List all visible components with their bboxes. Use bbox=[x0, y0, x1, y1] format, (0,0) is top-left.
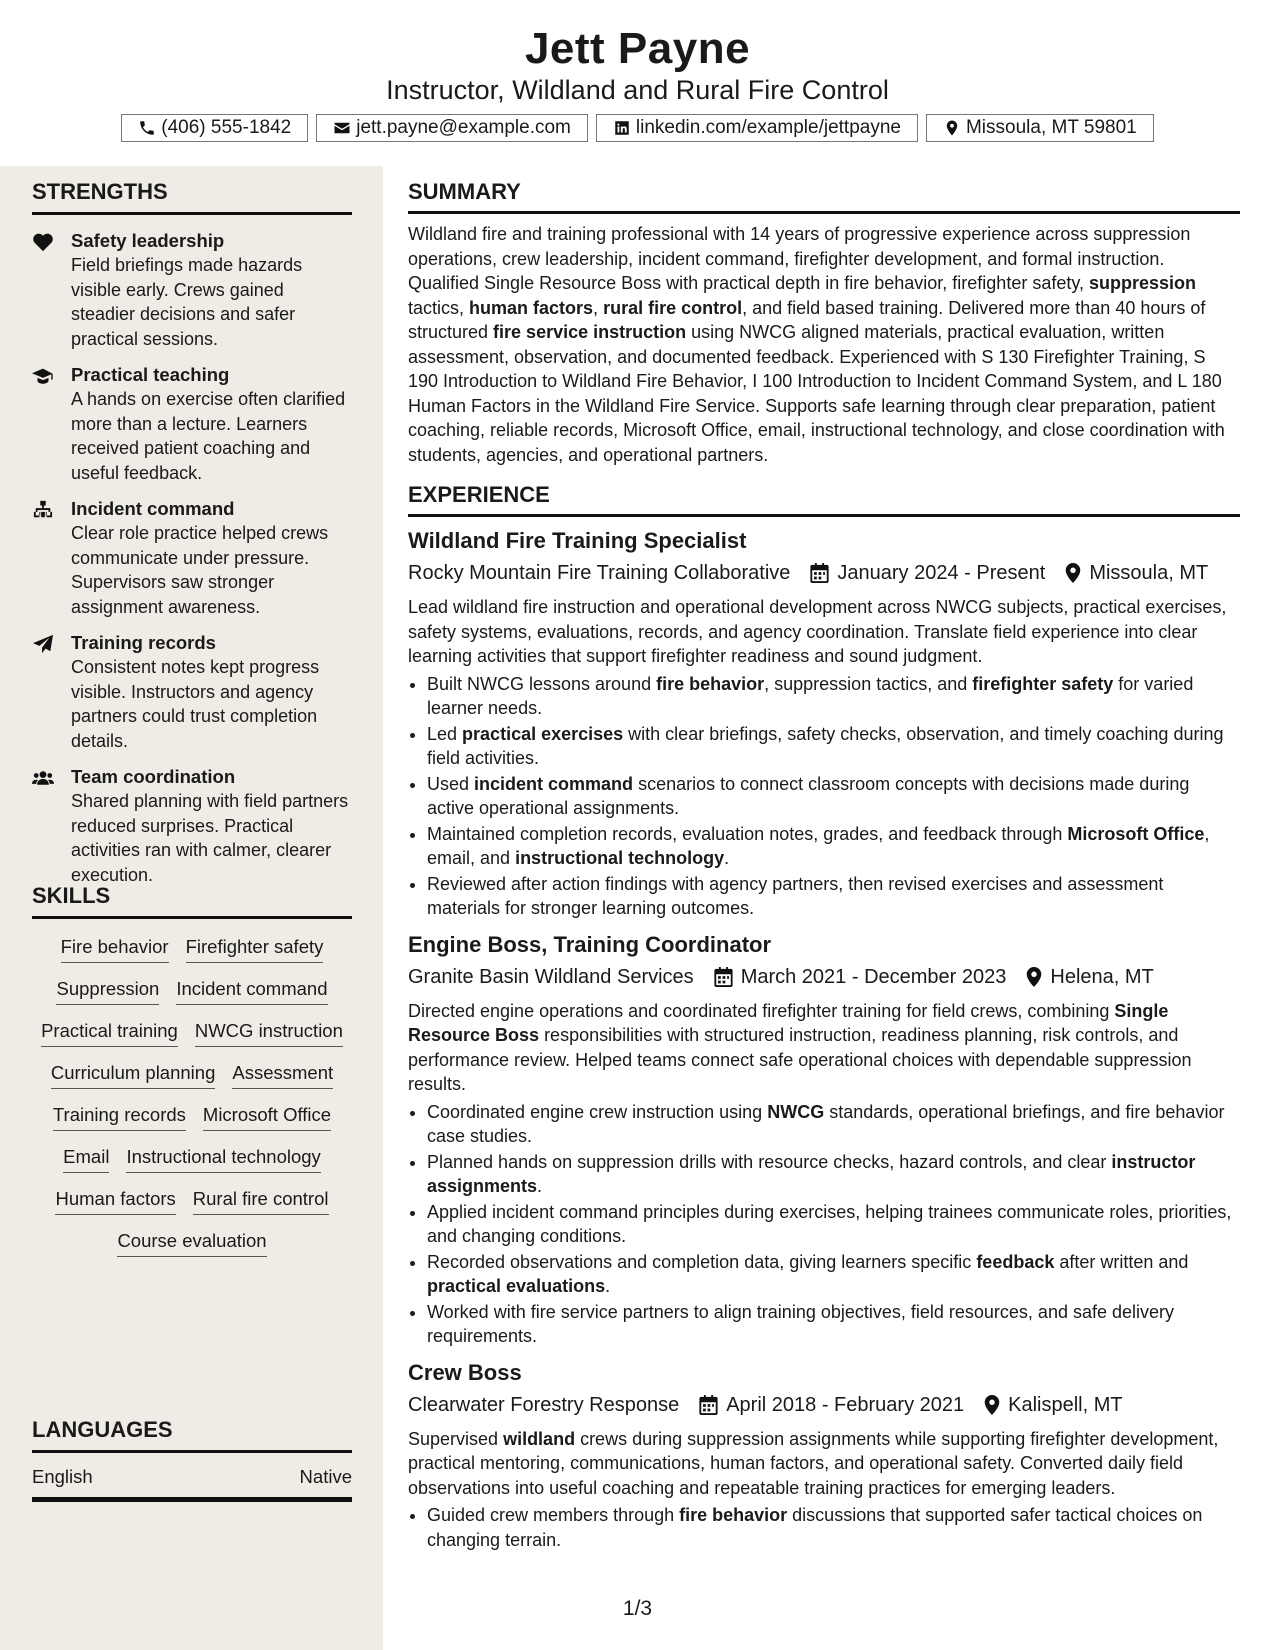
job-description: Supervised wildland crews during suppression assignments while supporting firefighter development, practical mentoring, communications, human factors, and operational safety. Converted daily field observations into useful coaching and repeatable training practices for emerging leaders. bbox=[408, 1428, 1219, 1498]
languages-section bbox=[32, 1416, 352, 1502]
job-bullets bbox=[408, 672, 1240, 921]
bold-keyword: instructor assignments bbox=[427, 1151, 1196, 1196]
map-pin-icon bbox=[984, 1395, 1000, 1415]
languages-heading: LANGUAGES bbox=[32, 1416, 352, 1453]
skill-tag: Fire behavior bbox=[61, 935, 169, 963]
job-bullet: • Recorded observations and completion data, giving learners specific feedback after written and practical evaluations. bbox=[427, 1250, 1240, 1299]
skill-tag: Email bbox=[63, 1145, 109, 1173]
page-number: 1/3 bbox=[622, 1597, 653, 1620]
strength-desc: Clear role practice helped crews communicate under pressure. Supervisors saw stronger assignment awareness. bbox=[71, 523, 329, 617]
job-location: Helena, MT bbox=[1050, 965, 1154, 988]
candidate-name: Jett Payne bbox=[524, 24, 751, 73]
skill-tag: Incident command bbox=[176, 977, 327, 1005]
job-meta bbox=[408, 963, 1240, 991]
strength-item bbox=[32, 765, 352, 887]
bold-keyword: human factors bbox=[469, 297, 594, 318]
strengths-section bbox=[32, 178, 352, 887]
paper-plane-icon bbox=[32, 634, 56, 654]
bold-keyword: Microsoft Office bbox=[1067, 823, 1205, 844]
job-description: Lead wildland fire instruction and operational development across NWCG subjects, practical exercises, safety systems, evaluations, records, and agency coordination. Translate field experience into clear learning activities that support firefighter readiness and sound judgment. bbox=[408, 597, 1227, 666]
resume-header bbox=[0, 0, 1275, 166]
envelope-icon bbox=[333, 119, 351, 137]
job-bullet: • Reviewed after action findings with agency partners, then revised exercises and assessment materials for stronger learning outcomes. bbox=[427, 872, 1240, 921]
strength-title: Safety leadership bbox=[71, 230, 225, 251]
job-bullet: • Worked with fire service partners to align training objectives, field resources, and safe delivery requirements. bbox=[427, 1300, 1240, 1349]
job-bullet: • Applied incident command principles during exercises, helping trainees communicate roles, priorities, and changing conditions. bbox=[427, 1200, 1240, 1249]
bold-keyword: rural fire control bbox=[603, 297, 743, 318]
job-title: Wildland Fire Training Specialist bbox=[408, 528, 747, 553]
contact-phone[interactable] bbox=[121, 114, 308, 142]
job-location: Kalispell, MT bbox=[1008, 1393, 1123, 1416]
heart-icon bbox=[32, 232, 56, 252]
job-company: Clearwater Forestry Response bbox=[408, 1393, 680, 1416]
bold-keyword: wildland bbox=[503, 1428, 576, 1449]
job-title: Engine Boss, Training Coordinator bbox=[408, 931, 772, 957]
linkedin-icon bbox=[613, 119, 631, 137]
bold-keyword: fire behavior bbox=[656, 673, 765, 694]
job-bullet: • Coordinated engine crew instruction using NWCG standards, operational briefings, and fire behavior case studies. bbox=[427, 1100, 1240, 1149]
bold-keyword: practical evaluations bbox=[427, 1276, 606, 1296]
contact-location-text: Missoula, MT 59801 bbox=[965, 117, 1137, 138]
job-bullet: • Guided crew members through fire behavior discussions that supported safer tactical choices on changing terrain. bbox=[427, 1503, 1240, 1552]
experience-heading: EXPERIENCE bbox=[408, 481, 1240, 517]
bold-keyword: Single Resource Boss bbox=[408, 1000, 1169, 1045]
job-entry bbox=[408, 1359, 1240, 1553]
skill-tag: Practical training bbox=[41, 1019, 178, 1047]
skill-tag: Assessment bbox=[232, 1061, 333, 1089]
job-dates: January 2024 - Present bbox=[837, 562, 1046, 584]
contact-email[interactable] bbox=[316, 114, 588, 142]
strength-desc: Consistent notes kept progress visible. Instructors and agency partners could trust completion details. bbox=[71, 657, 320, 751]
job-bullet: • Used incident command scenarios to connect classroom concepts with decisions made during active operational assignments. bbox=[427, 772, 1240, 821]
job-company: Rocky Mountain Fire Training Collaborative bbox=[408, 562, 791, 584]
bold-keyword: fire service instruction bbox=[493, 322, 687, 342]
strength-title: Team coordination bbox=[71, 766, 236, 787]
strength-title: Practical teaching bbox=[71, 364, 230, 385]
skills-heading: SKILLS bbox=[32, 882, 352, 919]
strength-item bbox=[32, 363, 352, 485]
strength-desc: A hands on exercise often clarified more than a lecture. Learners received patient coaching and useful feedback. bbox=[71, 389, 346, 483]
job-description: Directed engine operations and coordinated firefighter training for field crews, combining Single Resource Boss responsibilities with structured instruction, readiness planning, risk controls, and performance review. Helped teams connect safe operational choices with dependable suppression results. bbox=[408, 1000, 1192, 1094]
candidate-title: Instructor, Wildland and Rural Fire Control bbox=[386, 75, 889, 105]
bold-keyword: practical exercises bbox=[462, 723, 624, 744]
job-company: Granite Basin Wildland Services bbox=[408, 965, 694, 988]
job-bullet: • Maintained completion records, evaluation notes, grades, and feedback through Microsoft Office, email, and instructional technology. bbox=[427, 822, 1240, 871]
skill-tag: Suppression bbox=[56, 977, 159, 1005]
job-bullets bbox=[408, 1100, 1240, 1349]
skill-tag: Training records bbox=[53, 1103, 186, 1131]
summary-text: Wildland fire and training professional with 14 years of progressive experience across suppression operations, crew leadership, incident command, firefighter development, and formal instruction. Qualified Single Resource Boss with practical depth in fire behavior, firefighter safety, suppression tactics, human factors, rural fire control, and field based training. Delivered more than 40 hours of structured fire service instruction using NWCG aligned materials, practical evaluation, written assessment, observation, and documented feedback. Experienced with S 130 Firefighter Training, S 190 Introduction to Wildland Fire Behavior, I 100 Introduction to Incident Command System, and L 180 Human Factors in the Wildland Fire Service. Supports safe learning through clear preparation, patient coaching, reliable records, Microsoft Office, email, instructional technology, and close coordination with students, agencies, and operational partners. bbox=[408, 224, 1225, 465]
map-pin-icon bbox=[943, 119, 961, 137]
strengths-heading: STRENGTHS bbox=[32, 178, 352, 215]
skill-tag: Curriculum planning bbox=[51, 1061, 216, 1089]
skills-section bbox=[32, 882, 352, 1257]
job-bullet: • Led practical exercises with clear briefings, safety checks, observation, and timely coaching during field activities. bbox=[427, 722, 1240, 771]
main-content bbox=[408, 166, 1240, 1553]
bold-keyword: incident command bbox=[474, 773, 634, 794]
calendar-icon bbox=[810, 563, 829, 583]
strength-desc: Field briefings made hazards visible early. Crews gained steadier decisions and safer practical sessions. bbox=[71, 255, 303, 349]
skill-tag: Rural fire control bbox=[193, 1187, 329, 1215]
skill-tag: Course evaluation bbox=[117, 1229, 266, 1257]
skill-tag: Firefighter safety bbox=[186, 935, 324, 963]
language-level: Native bbox=[299, 1466, 352, 1487]
sitemap-icon bbox=[32, 500, 56, 520]
skill-tag: Microsoft Office bbox=[203, 1103, 331, 1131]
skill-tag: NWCG instruction bbox=[195, 1019, 343, 1047]
job-bullet: • Planned hands on suppression drills with resource checks, hazard controls, and clear instructor assignments. bbox=[427, 1150, 1240, 1199]
contact-phone-text: (406) 555-1842 bbox=[161, 117, 292, 138]
calendar-icon bbox=[699, 1395, 718, 1415]
language-name: English bbox=[32, 1466, 93, 1487]
phone-icon bbox=[138, 119, 156, 137]
calendar-icon bbox=[714, 967, 733, 987]
bold-keyword: fire behavior bbox=[679, 1505, 788, 1525]
skills-list bbox=[32, 935, 352, 1257]
users-icon bbox=[32, 768, 56, 788]
job-bullet: • Built NWCG lessons around fire behavior, suppression tactics, and firefighter safety for varied learner needs. bbox=[427, 672, 1240, 721]
language-row bbox=[32, 1453, 352, 1502]
contact-linkedin[interactable] bbox=[596, 114, 918, 142]
bold-keyword: suppression bbox=[1089, 273, 1197, 293]
sidebar bbox=[0, 166, 383, 1650]
job-meta bbox=[408, 1391, 1240, 1419]
map-pin-icon bbox=[1065, 563, 1081, 583]
job-entry bbox=[408, 931, 1240, 1349]
summary-heading: SUMMARY bbox=[408, 178, 1240, 214]
job-bullets bbox=[408, 1503, 1240, 1552]
strength-item bbox=[32, 631, 352, 753]
bold-keyword: firefighter safety bbox=[972, 673, 1114, 694]
strength-title: Incident command bbox=[71, 498, 235, 519]
skill-tag: Instructional technology bbox=[126, 1145, 320, 1173]
bold-keyword: instructional technology bbox=[515, 848, 725, 868]
job-location: Missoula, MT bbox=[1089, 562, 1209, 584]
graduation-cap-icon bbox=[32, 366, 56, 386]
skill-tag: Human factors bbox=[55, 1187, 175, 1215]
job-entry bbox=[408, 527, 1240, 921]
job-title: Crew Boss bbox=[408, 1359, 522, 1385]
contact-bar bbox=[0, 114, 1275, 142]
job-dates: March 2021 - December 2023 bbox=[740, 965, 1007, 988]
job-meta bbox=[408, 559, 1240, 587]
map-pin-icon bbox=[1026, 967, 1042, 987]
strength-item bbox=[32, 497, 352, 619]
contact-location bbox=[926, 114, 1154, 142]
job-dates: April 2018 - February 2021 bbox=[726, 1393, 965, 1416]
strength-title: Training records bbox=[71, 632, 216, 653]
contact-email-text: jett.payne@example.com bbox=[356, 117, 571, 138]
bold-keyword: NWCG bbox=[767, 1101, 825, 1122]
strength-desc: Shared planning with field partners reduced surprises. Practical activities ran with calmer, clearer execution. bbox=[71, 791, 349, 885]
strength-item bbox=[32, 229, 352, 351]
contact-linkedin-text: linkedin.com/example/jettpayne bbox=[635, 117, 901, 138]
bold-keyword: feedback bbox=[976, 1251, 1055, 1272]
